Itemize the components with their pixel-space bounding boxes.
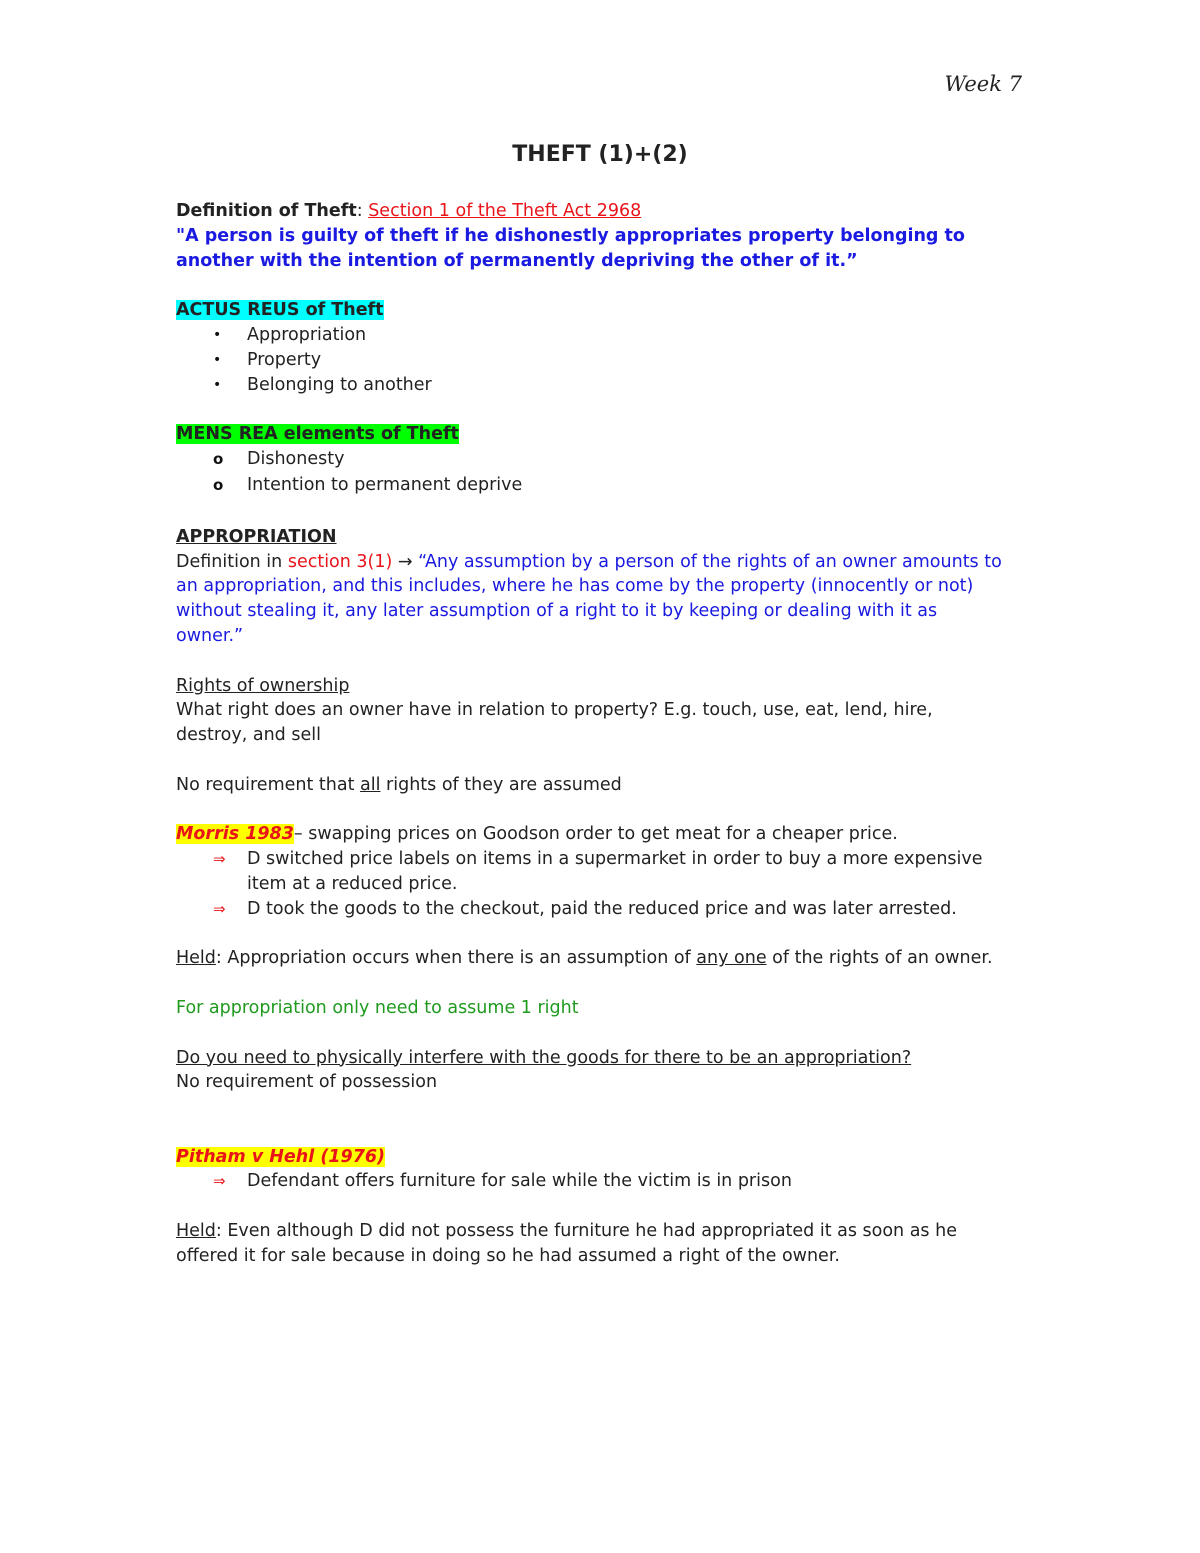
possession-question: Do you need to physically interfere with the goods for there to be an appropriation? bbox=[176, 1047, 912, 1068]
case-description: – swapping prices on Goodson order to get meat for a cheaper price. bbox=[293, 824, 898, 845]
actus-reus-heading: ACTUS REUS of Theft bbox=[176, 300, 384, 321]
definition-source: Section 1 of the Theft Act 2968 bbox=[368, 201, 642, 221]
appropriation-note: For appropriation only need to assume 1 right bbox=[176, 997, 579, 1018]
case-name: Morris 1983 bbox=[176, 824, 294, 845]
list-item-text: Dishonesty bbox=[247, 448, 345, 469]
definition-quote-line-2: another with the intention of permanently depriving the other of it.” bbox=[176, 250, 858, 271]
arrow-icon: ⇒ bbox=[213, 899, 226, 918]
possession-answer: No requirement of possession bbox=[176, 1072, 438, 1093]
morris-case-line bbox=[176, 822, 1036, 847]
list-item bbox=[176, 1169, 1036, 1194]
document-body bbox=[176, 199, 1036, 1269]
bullet-icon: • bbox=[213, 351, 222, 368]
mens-rea-heading-line bbox=[176, 422, 1036, 447]
page-title: THEFT (1)+(2) bbox=[512, 142, 688, 167]
circle-bullet-icon: o bbox=[213, 476, 224, 495]
rights-line-2: destroy, and sell bbox=[176, 725, 321, 746]
rights-line-1: What right does an owner have in relation to property? E.g. touch, use, eat, lend, hire, bbox=[176, 700, 933, 721]
held-text: : Even although D did not possess the furniture he had appropriated it as soon as he bbox=[215, 1221, 957, 1242]
appropriation-definition-line-4: owner.” bbox=[176, 625, 244, 646]
list-item-text: Property bbox=[247, 349, 322, 370]
definition-label: Definition of Theft bbox=[176, 201, 357, 221]
list-item-text: D took the goods to the checkout, paid the reduced price and was later arrested. bbox=[247, 898, 957, 919]
list-item-text: Appropriation bbox=[247, 324, 367, 345]
list-item bbox=[176, 847, 1007, 897]
list-item bbox=[176, 323, 1036, 348]
pitham-case-line bbox=[176, 1145, 1036, 1170]
requirement-all: all bbox=[360, 774, 381, 795]
appropriation-definition-line-2: an appropriation, and this includes, where he has come by the property (innocently or not) bbox=[176, 576, 974, 597]
held-emphasis: any one bbox=[696, 948, 767, 969]
appropriation-definition-line-3: without stealing it, any later assumption of a right to it by keeping or dealing with it as bbox=[176, 601, 938, 622]
list-item-text: Belonging to another bbox=[247, 374, 432, 395]
list-item bbox=[176, 373, 1036, 398]
definition-colon: : bbox=[356, 201, 369, 221]
morris-held-line bbox=[176, 946, 1036, 971]
arrow-icon: ⇒ bbox=[213, 850, 226, 869]
list-item bbox=[176, 897, 1036, 922]
definition-prefix: Definition in bbox=[176, 551, 288, 572]
right-arrow-icon: → bbox=[392, 551, 419, 572]
held-label: Held bbox=[176, 948, 216, 969]
actus-reus-heading-line bbox=[176, 298, 1036, 323]
appropriation-definition-line-1 bbox=[176, 550, 1036, 575]
bullet-icon: • bbox=[213, 376, 222, 393]
rights-heading: Rights of ownership bbox=[176, 675, 350, 696]
definition-quote: “Any assumption by a person of the rights of an owner amounts to bbox=[418, 551, 1002, 572]
bullet-icon: • bbox=[213, 326, 222, 343]
held-label: Held bbox=[176, 1221, 216, 1242]
list-item bbox=[176, 348, 1036, 373]
circle-bullet-icon: o bbox=[213, 449, 224, 468]
list-item-text: Intention to permanent deprive bbox=[247, 475, 523, 496]
list-item bbox=[176, 473, 1036, 500]
held-text: : Appropriation occurs when there is an assumption of bbox=[215, 948, 697, 969]
mens-rea-heading: MENS REA elements of Theft bbox=[176, 424, 459, 445]
appropriation-heading: APPROPRIATION bbox=[176, 526, 337, 547]
list-item-text: D switched price labels on items in a supermarket in order to buy a more expensive item at a reduced price. bbox=[247, 849, 983, 894]
case-name: Pitham v Hehl (1976) bbox=[176, 1146, 386, 1167]
requirement-prefix: No requirement that bbox=[176, 774, 361, 795]
pitham-held-line-2: offered it for sale because in doing so he had assumed a right of the owner. bbox=[176, 1245, 840, 1266]
requirement-suffix: rights of they are assumed bbox=[380, 774, 622, 795]
definition-quote-line-1: "A person is guilty of theft if he dishonestly appropriates property belonging to bbox=[176, 225, 965, 246]
pitham-held-line-1 bbox=[176, 1219, 1036, 1244]
list-item bbox=[176, 447, 1036, 474]
requirement-line bbox=[176, 773, 1036, 798]
section-reference: section 3(1) bbox=[287, 551, 393, 572]
definition-line bbox=[176, 199, 1036, 224]
list-item-text: Defendant offers furniture for sale while the victim is in prison bbox=[247, 1171, 792, 1192]
week-label: Week 7 bbox=[944, 72, 1022, 96]
arrow-icon: ⇒ bbox=[213, 1172, 226, 1191]
held-text: of the rights of an owner. bbox=[766, 948, 993, 969]
